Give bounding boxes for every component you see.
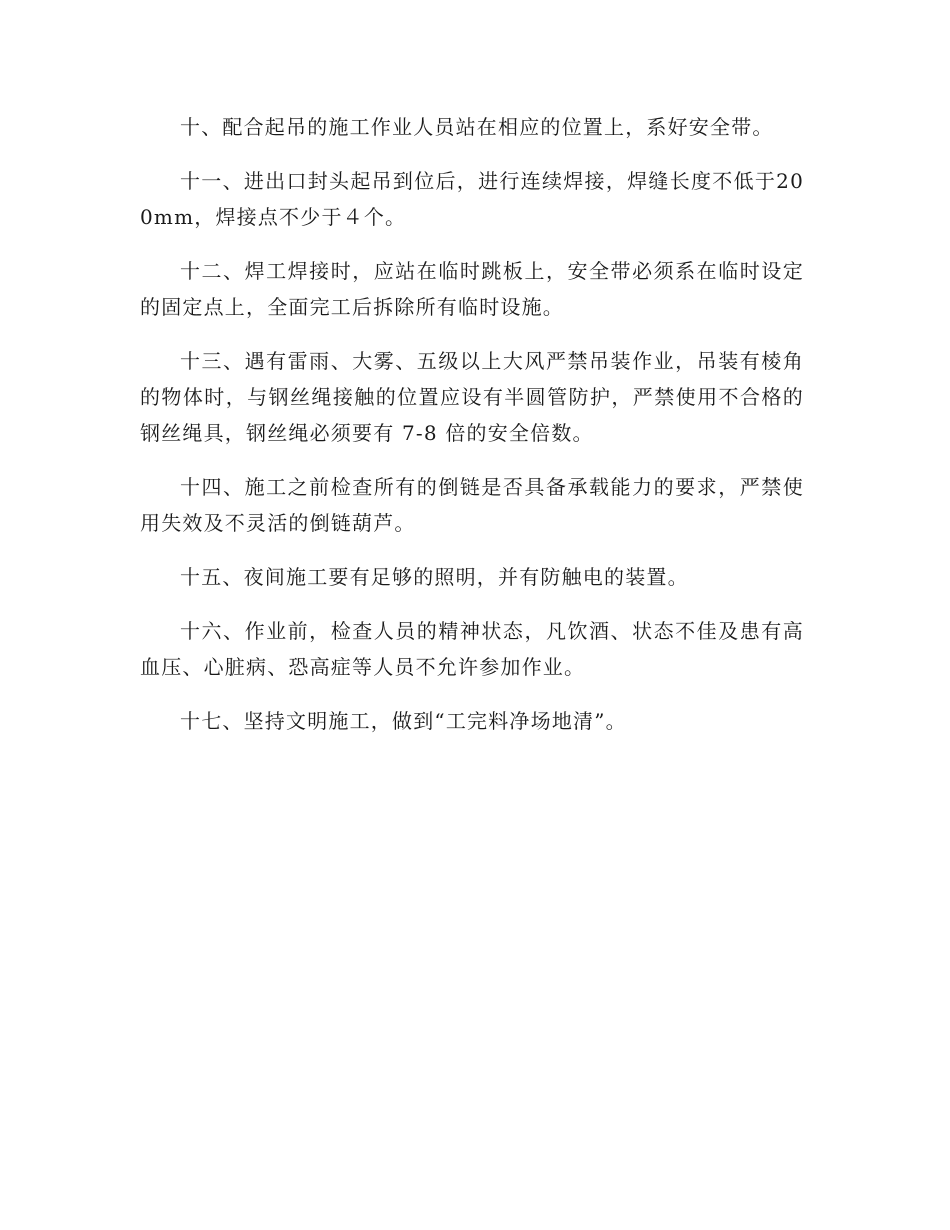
- paragraph-16: 十六、作业前，检查人员的精神状态，凡饮酒、状态不佳及患有高血压、心脏病、恐高症等人员不允许参加作业。: [140, 619, 804, 679]
- paragraph-17: 十七、坚持文明施工，做到“工完料净场地清”。: [180, 709, 627, 733]
- document-body: [140, 109, 804, 757]
- paragraph-13: 十三、遇有雷雨、大雾、五级以上大风严禁吊装作业，吊装有棱角的物体时，与钢丝绳接触的位置应设有半圆管防护，严禁使用不合格的钢丝绳具，钢丝绳必须要有 7-8 倍的安全倍数。: [140, 349, 804, 445]
- paragraph-14: 十四、施工之前检查所有的倒链是否具备承载能力的要求，严禁使用失效及不灵活的倒链葫芦。: [140, 475, 804, 535]
- paragraph-15: 十五、夜间施工要有足够的照明，并有防触电的装置。: [180, 565, 689, 589]
- paragraph-10: 十、配合起吊的施工作业人员站在相应的位置上，系好安全带。: [180, 115, 774, 139]
- paragraph-11: 十一、进出口封头起吊到位后，进行连续焊接，焊缝长度不低于200mm，焊接点不少于４个。: [140, 169, 804, 229]
- paragraph-12: 十二、焊工焊接时，应站在临时跳板上，安全带必须系在临时设定的固定点上，全面完工后拆除所有临时设施。: [140, 259, 804, 319]
